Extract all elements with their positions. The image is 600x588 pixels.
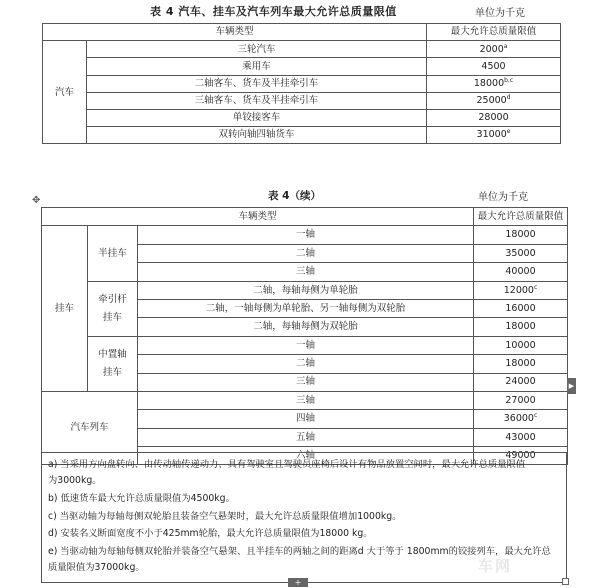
table1 — [42, 23, 561, 144]
vehicle-type-cell: 二轴，每轴每侧为双轮胎 — [138, 318, 474, 336]
table-row — [43, 92, 561, 109]
vehicle-type-cell: 二轴 — [138, 355, 474, 373]
mass-limit-cell — [474, 263, 568, 281]
sub-label-center-axle-trailer — [88, 336, 138, 391]
footnote-marker: a — [503, 42, 508, 50]
vehicle-type-cell: 四轴 — [138, 410, 474, 428]
mass-limit-value: 49000 — [505, 450, 536, 462]
footnote-line: d) 安装名义断面宽度不小于425mm轮胎，最大允许总质量限值为18000 kg。 — [48, 528, 373, 539]
mass-limit-cell — [474, 410, 568, 428]
vehicle-type-cell: 二轴 — [138, 244, 474, 262]
vehicle-type-cell: 乘用车 — [87, 58, 427, 75]
mass-limit-cell — [427, 75, 561, 92]
table2 — [41, 207, 568, 465]
table1-header-type: 车辆类型 — [43, 24, 427, 41]
vehicle-type-cell: 五轴 — [138, 428, 474, 446]
footnote-line: b) 低速货车最大允许总质量限值为4500kg。 — [48, 493, 235, 504]
table-row — [43, 127, 561, 144]
vehicle-type-cell: 一轴 — [138, 226, 474, 244]
mass-limit-cell — [427, 41, 561, 58]
mass-limit-value: 16000 — [505, 302, 536, 314]
watermark: 车网 — [478, 557, 513, 575]
mass-limit-cell — [427, 109, 561, 126]
mass-limit-cell — [474, 299, 568, 317]
sub-label-center-axle-trailer-line2: 挂车 — [102, 366, 122, 378]
side-expand-tab[interactable]: ▶ — [567, 378, 576, 394]
table-row — [42, 281, 568, 299]
table1-title: 表 4 汽车、挂车及汽车列车最大允许总质量限值 — [150, 5, 397, 18]
table-row — [43, 41, 561, 58]
group-label-trailer: 挂车 — [42, 226, 88, 392]
group-label-automobile: 汽车 — [43, 41, 87, 144]
mass-limit-cell — [427, 92, 561, 109]
mass-limit-value: 18000 — [473, 77, 505, 89]
group-label-road-train: 汽车列车 — [42, 391, 138, 465]
mass-limit-cell — [427, 127, 561, 144]
sub-label-semitrailer: 半挂车 — [88, 226, 138, 281]
vehicle-type-cell: 六轴 — [138, 447, 474, 465]
mass-limit-value: 25000 — [476, 95, 507, 107]
mass-limit-cell — [474, 428, 568, 446]
bottom-add-tab[interactable]: + — [288, 578, 308, 587]
mass-limit-value: 18000 — [505, 321, 536, 333]
mass-limit-value: 18000 — [505, 358, 536, 370]
vehicle-type-cell: 二轴，一轴每侧为单轮胎、另一轴每侧为双轮胎 — [138, 299, 474, 317]
table-row — [43, 58, 561, 75]
mass-limit-value: 24000 — [505, 376, 536, 388]
mass-limit-value: 27000 — [505, 394, 536, 406]
mass-limit-cell — [474, 281, 568, 299]
table1-header-row — [43, 24, 561, 41]
mass-limit-value: 28000 — [478, 112, 509, 124]
mass-limit-value: 36000 — [503, 413, 534, 425]
footnote-line: e) 当驱动轴为每轴每侧双轮胎并装备空气悬架、且半挂车的两轴之间的距离d 大于等于 1800mm的铰接列车，最大允许总 — [48, 546, 551, 557]
mass-limit-value: 40000 — [505, 266, 536, 278]
vehicle-type-cell: 三轴客车、货车及半挂牵引车 — [87, 92, 427, 109]
table2-unit: 单位为千克 — [478, 192, 528, 203]
footnote-line: 为3000kg。 — [48, 475, 102, 486]
vehicle-type-cell: 单铰接客车 — [87, 109, 427, 126]
vehicle-type-cell: 三轮汽车 — [87, 41, 427, 58]
mass-limit-cell — [474, 373, 568, 391]
footnote-marker: d — [506, 94, 511, 102]
table2-header-type: 车辆类型 — [42, 208, 474, 226]
table2-title: 表 4（续） — [268, 190, 321, 202]
table-row — [42, 226, 568, 244]
mass-limit-cell — [474, 244, 568, 262]
sub-label-center-axle-trailer-line1: 中置轴 — [98, 349, 127, 361]
table-row — [42, 336, 568, 354]
table1-header-value: 最大允许总质量限值 — [427, 24, 561, 41]
mass-limit-value: 35000 — [505, 247, 536, 259]
vehicle-type-cell: 二轴客车、货车及半挂牵引车 — [87, 75, 427, 92]
sub-label-drawbar-trailer — [88, 281, 138, 336]
table-row — [43, 109, 561, 126]
footnote-marker: b,c — [504, 76, 514, 84]
footnote-line: c) 当驱动轴为每轴每侧双轮胎且装备空气悬架时，最大允许总质量限值增加1000kg。 — [48, 511, 402, 522]
sub-label-drawbar-trailer-line2: 挂车 — [102, 311, 122, 323]
mass-limit-cell — [474, 391, 568, 409]
footnote-marker: c — [533, 283, 538, 291]
mass-limit-value: 10000 — [505, 339, 536, 351]
vehicle-type-cell: 三轴 — [138, 391, 474, 409]
table2-header-row — [42, 208, 568, 226]
mass-limit-value: 2000 — [479, 43, 504, 55]
mass-limit-value: 12000 — [503, 284, 534, 296]
table-row — [42, 391, 568, 409]
mass-limit-cell — [474, 226, 568, 244]
mass-limit-cell — [474, 355, 568, 373]
mass-limit-value: 18000 — [505, 229, 536, 241]
sub-label-drawbar-trailer-line1: 牵引杆 — [98, 294, 127, 306]
mass-limit-value: 31000 — [476, 129, 507, 141]
mass-limit-value: 4500 — [481, 60, 506, 72]
footnote-line: a) 当采用方向盘转向、由传动轴传递动力、具有驾驶室且驾驶员座椅后设计有物品放置空间时，最大允许总质量限值 — [48, 459, 526, 470]
resize-handle[interactable] — [562, 578, 569, 585]
mass-limit-cell — [474, 318, 568, 336]
footnote-marker: e — [506, 128, 511, 136]
table1-unit: 单位为千克 — [475, 8, 525, 19]
mass-limit-cell — [427, 58, 561, 75]
vehicle-type-cell: 三轴 — [138, 263, 474, 281]
mass-limit-value: 43000 — [505, 431, 536, 443]
footnote-marker: c — [533, 412, 538, 420]
vehicle-type-cell: 二轴，每轴每侧为单轮胎 — [138, 281, 474, 299]
vehicle-type-cell: 双转向轴四轴货车 — [87, 127, 427, 144]
table-move-handle[interactable]: ✥ — [32, 195, 41, 206]
table2-header-value: 最大允许总质量限值 — [474, 208, 568, 226]
footnote-line: 质量限值为37000kg。 — [48, 562, 145, 573]
vehicle-type-cell: 一轴 — [138, 336, 474, 354]
table-row — [43, 75, 561, 92]
mass-limit-cell — [474, 336, 568, 354]
vehicle-type-cell: 三轴 — [138, 373, 474, 391]
